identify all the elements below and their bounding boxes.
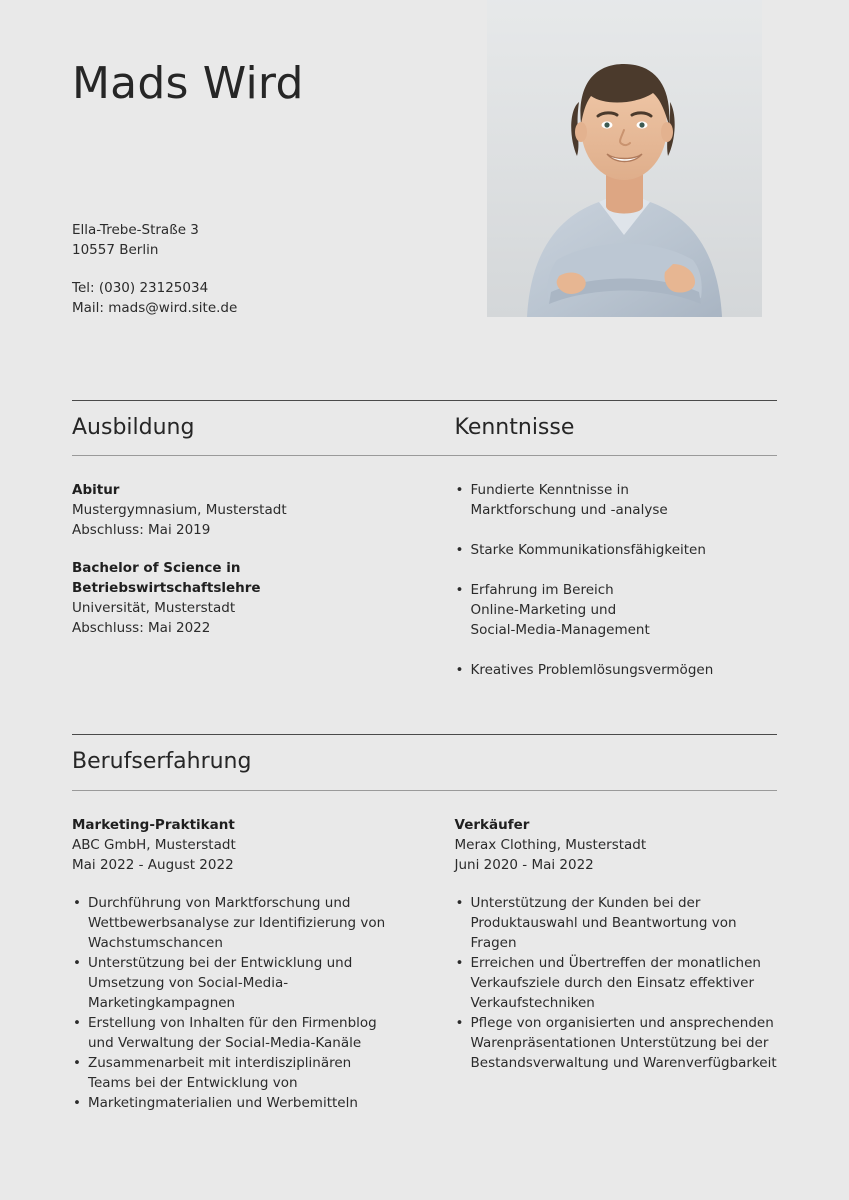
contact-group: [72, 278, 237, 318]
experience-company: Merax Clothing, Musterstadt: [454, 836, 647, 853]
education-skills-body: [72, 480, 777, 700]
experience-bullets: [72, 893, 425, 1113]
experience-company: ABC GmbH, Musterstadt: [72, 836, 236, 853]
experience-role: Marketing-Praktikant: [72, 816, 235, 833]
experience-job: [72, 815, 425, 1113]
list-item: • Erfahrung im Bereich Online-Marketing und Social-Media-Management: [455, 580, 778, 640]
list-item: • Starke Kommunikationsfähigkeiten: [455, 540, 778, 560]
education-entry-date: Abschluss: Mai 2022: [72, 620, 211, 637]
list-item: • Erreichen und Übertreffen der monatlichen Verkaufsziele durch den Einsatz effektiver Verkaufstechniken: [455, 953, 778, 1013]
experience-job-header: [455, 815, 778, 875]
list-item: • Marketingmaterialien und Werbemitteln: [72, 1093, 425, 1113]
education-entry: [72, 558, 425, 638]
education-entry-title: Abitur: [72, 482, 120, 499]
skills-title: Kenntnisse: [454, 415, 575, 440]
address-group: [72, 220, 237, 260]
list-item: • Unterstützung der Kunden bei der Produktauswahl und Beantwortung von Fragen: [455, 893, 778, 953]
list-item: • Zusammenarbeit mit interdisziplinären Teams bei der Entwicklung von: [72, 1053, 425, 1093]
experience-columns: [72, 815, 777, 1113]
phone-line: Tel: (030) 23125034: [72, 280, 209, 296]
education-title: Ausbildung: [72, 415, 195, 440]
skills-column: [425, 401, 778, 455]
education-entries: [72, 480, 425, 700]
list-item: • Unterstützung bei der Entwicklung und Umsetzung von Social-Media- Marketingkampagnen: [72, 953, 425, 1013]
header-section: [72, 0, 777, 400]
skills-list-wrap: [425, 480, 778, 700]
experience-period: Mai 2022 - August 2022: [72, 856, 234, 873]
email-line: Mail: mads@wird.site.de: [72, 300, 238, 316]
experience-job-header: [72, 815, 425, 875]
experience-period: Juni 2020 - Mai 2022: [454, 856, 594, 873]
list-item: • Pflege von organisierten und ansprechenden Warenpräsentationen Unterstützung bei der Bestandsverwaltung und Warenverfügbarkeit: [455, 1013, 778, 1073]
experience-bullets: [455, 893, 778, 1073]
address-line-1: Ella-Trebe-Straße 3: [72, 222, 199, 238]
portrait-illustration: [487, 0, 762, 317]
contact-block: [72, 220, 237, 318]
skills-list: [455, 480, 778, 680]
portrait-photo: [487, 0, 762, 317]
list-item: • Kreatives Problemlösungsvermögen: [455, 660, 778, 680]
experience-role: Verkäufer: [454, 816, 530, 833]
education-column: [72, 401, 425, 455]
page-title: Mads Wird: [72, 58, 304, 109]
education-entry-school: Mustergymnasium, Musterstadt: [72, 502, 287, 519]
list-item: • Erstellung von Inhalten für den Firmenblog und Verwaltung der Social-Media-Kanäle: [72, 1013, 425, 1053]
list-item: • Durchführung von Marktforschung und Wettbewerbsanalyse zur Identifizierung von Wachstumschancen: [72, 893, 425, 953]
education-entry-title: Bachelor of Science in Betriebswirtschaftslehre: [72, 560, 261, 597]
experience-job: [425, 815, 778, 1113]
education-entry-date: Abschluss: Mai 2019: [72, 522, 211, 539]
divider-experience: [72, 734, 777, 735]
experience-title: Berufserfahrung: [72, 749, 252, 775]
education-skills-columns: [72, 401, 777, 455]
list-item: • Fundierte Kenntnisse in Marktforschung und -analyse: [455, 480, 778, 520]
address-line-2: 10557 Berlin: [72, 242, 159, 258]
education-entry-school: Universität, Musterstadt: [72, 600, 236, 617]
education-entry: [72, 480, 425, 540]
